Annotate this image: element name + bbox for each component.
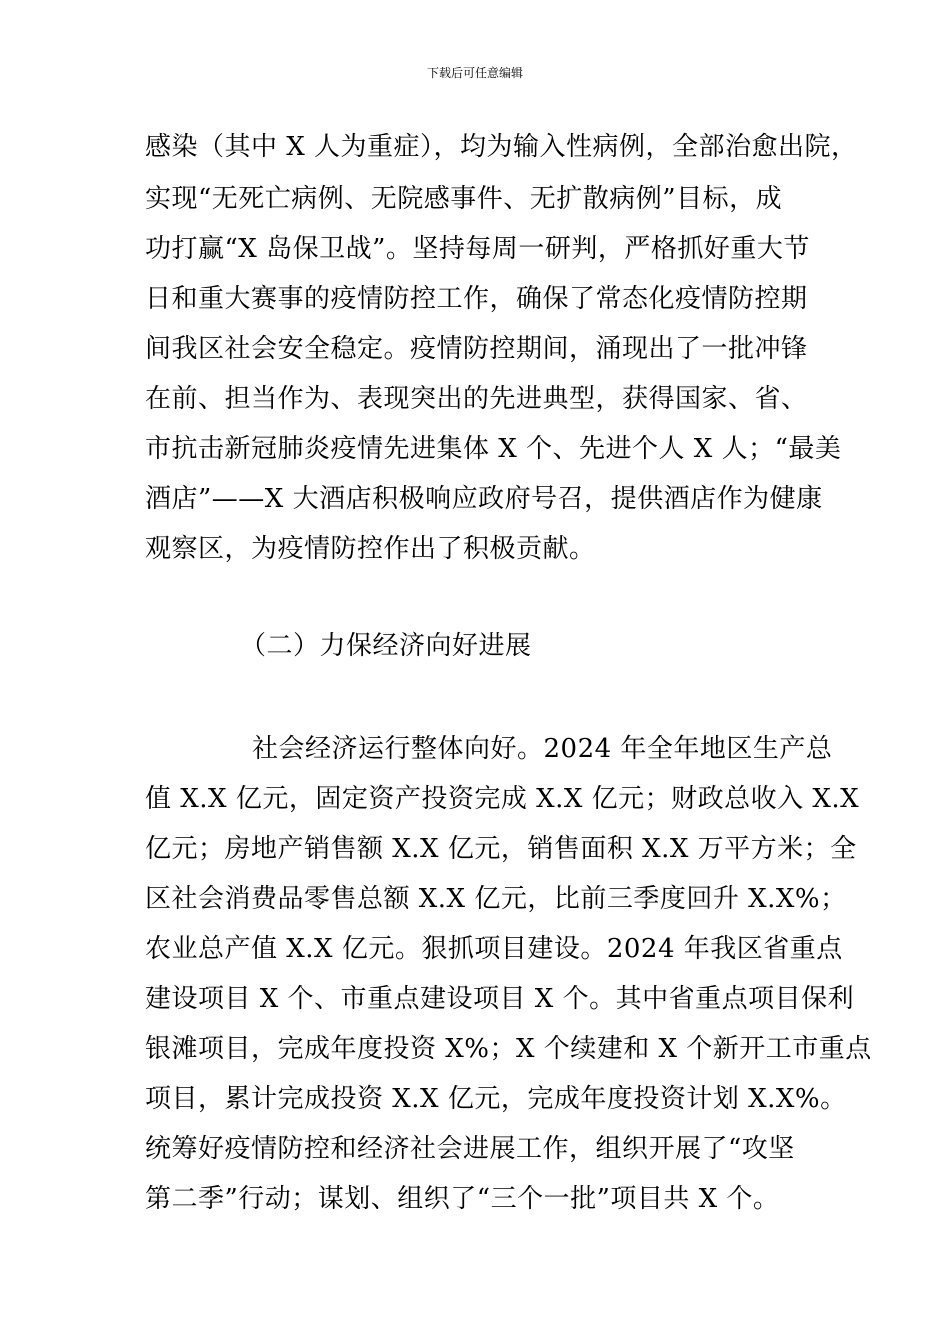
paragraph-2-line: 第二季”行动；谋划、组织了“三个一批”项目共 X 个。 (145, 1184, 780, 1214)
paragraph-2-line: 银滩项目，完成年度投资 X%；X 个续建和 X 个新开工市重点 (145, 1034, 872, 1064)
paragraph-2-line: 项目，累计完成投资 X.X 亿元，完成年度投资计划 X.X%。 (145, 1084, 847, 1114)
paragraph-1-line: 市抗击新冠肺炎疫情先进集体 X 个、先进个人 X 人；“最美 (145, 434, 842, 464)
paragraph-1-line: 间我区社会安全稳定。疫情防控期间，涌现出了一批冲锋 (145, 334, 808, 364)
paragraph-1-line: 实现“无死亡病例、无院感事件、无扩散病例”目标，成 (145, 184, 783, 214)
header-note: 下载后可任意编辑 (426, 66, 523, 80)
paragraph-1-line: 功打赢“X 岛保卫战”。坚持每周一研判，严格抓好重大节 (145, 234, 810, 264)
paragraph-2-line: 区社会消费品零售总额 X.X 亿元，比前三季度回升 X.X%； (145, 884, 847, 914)
paragraph-2-line: 建设项目 X 个、市重点建设项目 X 个。其中省重点项目保利 (145, 984, 855, 1014)
paragraph-1-line: 酒店”——X 大酒店积极响应政府号召，提供酒店作为健康 (145, 484, 823, 514)
paragraph-1-line: 在前、担当作为、表现突出的先进典型，获得国家、省、 (145, 384, 808, 414)
paragraph-2-line: 值 X.X 亿元，固定资产投资完成 X.X 亿元；财政总收入 X.X (145, 784, 860, 814)
paragraph-2-line: 统筹好疫情防控和经济社会进展工作，组织开展了“攻坚 (145, 1134, 795, 1164)
paragraph-2-line: 社会经济运行整体向好。2024 年全年地区生产总 (252, 734, 833, 764)
paragraph-2-line: 亿元；房地产销售额 X.X 亿元，销售面积 X.X 万平方米；全 (145, 834, 857, 864)
section-heading: （二）力保经济向好进展 (240, 631, 532, 661)
paragraph-2-line: 农业总产值 X.X 亿元。狠抓项目建设。2024 年我区省重点 (145, 934, 843, 964)
paragraph-1-line: 感染（其中 X 人为重症），均为输入性病例，全部治愈出院， (145, 132, 858, 162)
paragraph-1-line: 日和重大赛事的疫情防控工作，确保了常态化疫情防控期 (145, 284, 808, 314)
paragraph-1-line: 观察区，为疫情防控作出了积极贡献。 (145, 534, 596, 564)
